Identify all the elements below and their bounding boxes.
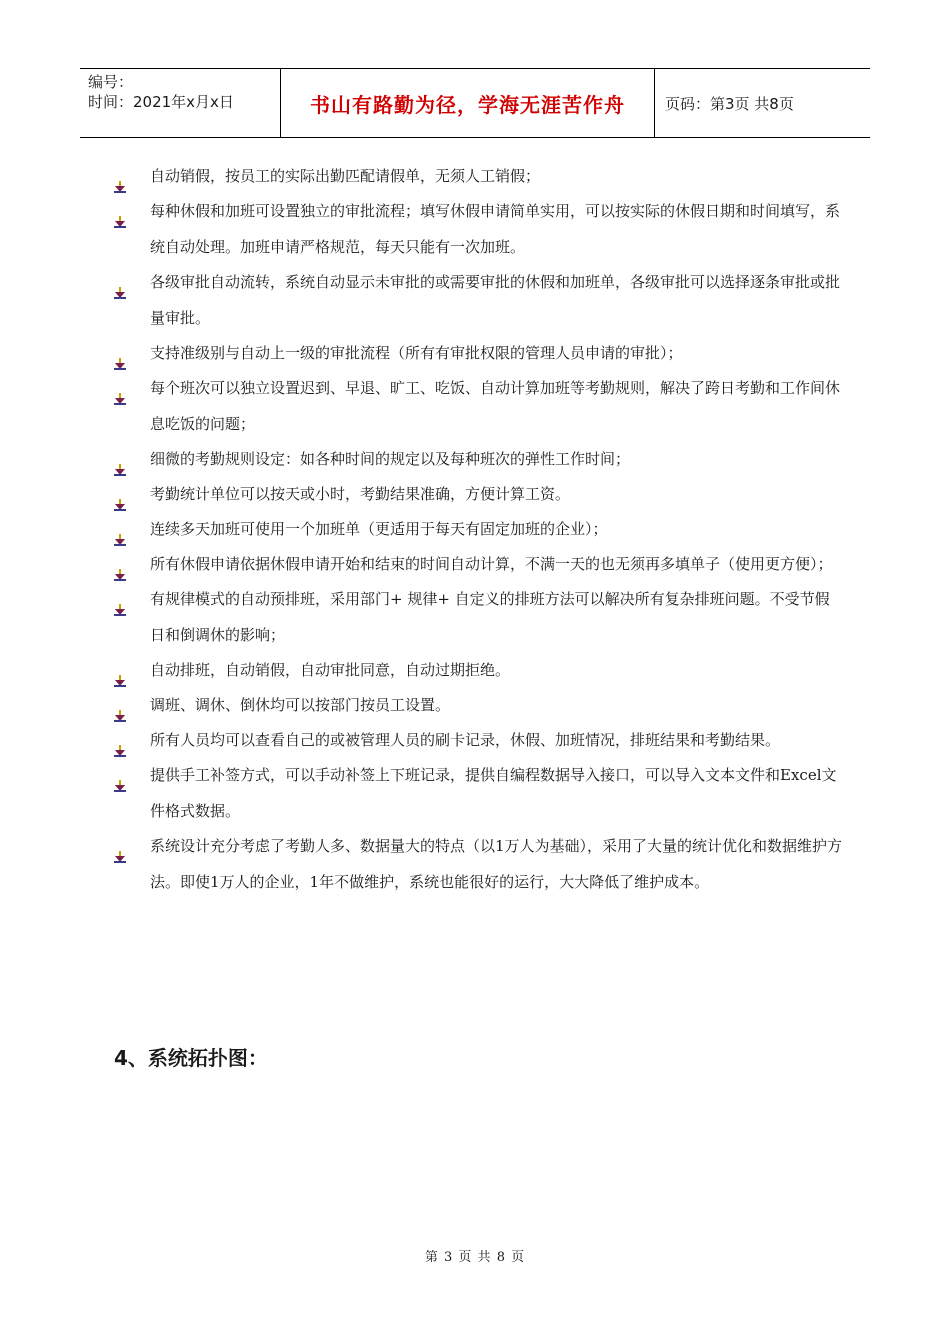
list-item-text: 系统设计充分考虑了考勤人多、数据量大的特点（以1万人为基础），采用了大量的统计优化和数据维护方法。即使1万人的企业，1年不做维护，系统也能很好的运行，大大降低了维护成本。 — [150, 837, 843, 891]
header-left-cell — [80, 69, 280, 137]
list-item — [114, 652, 844, 688]
list-item — [114, 335, 844, 371]
list-item-text: 自动销假，按员工的实际出勤匹配请假单，无须人工销假； — [150, 167, 541, 185]
page-footer: 第 3 页 共 8 页 — [424, 1250, 526, 1265]
date-label: 时间：2021年x月x日 — [88, 93, 234, 111]
list-item — [114, 828, 844, 900]
list-item — [114, 193, 844, 265]
list-item-text: 调班、调休、倒休均可以按部门按员工设置。 — [150, 696, 451, 714]
list-item-text: 考勤统计单位可以按天或小时，考勤结果准确，方便计算工资。 — [150, 485, 571, 503]
bullet-arrow-icon — [114, 734, 128, 746]
list-item-text: 自动排班，自动销假，自动审批同意，自动过期拒绝。 — [150, 661, 511, 679]
list-item — [114, 722, 844, 758]
page-header — [80, 68, 870, 138]
list-item — [114, 581, 844, 653]
bullet-arrow-icon — [114, 488, 128, 500]
bullet-arrow-icon — [114, 170, 128, 182]
list-item — [114, 264, 844, 336]
list-item-text: 每种休假和加班可设置独立的审批流程；填写休假申请简单实用，可以按实际的休假日期和时间填写，系统自动处理。加班申请严格规范，每天只能有一次加班。 — [150, 202, 841, 256]
list-item — [114, 687, 844, 723]
bullet-arrow-icon — [114, 699, 128, 711]
bullet-arrow-icon — [114, 347, 128, 359]
list-item — [114, 757, 844, 829]
serial-label: 编号： — [88, 73, 134, 91]
bullet-arrow-icon — [114, 840, 128, 852]
list-item-text: 提供手工补签方式，可以手动补签上下班记录，提供自编程数据导入接口，可以导入文本文件和Excel文件格式数据。 — [150, 766, 837, 820]
list-item-text: 有规律模式的自动预排班，采用部门+ 规律+ 自定义的排班方法可以解决所有复杂排班问题。不受节假日和倒调休的影响； — [150, 590, 830, 644]
list-item-text: 连续多天加班可使用一个加班单（更适用于每天有固定加班的企业）； — [150, 520, 608, 538]
header-page-info: 页码：第3页 共8页 — [665, 94, 794, 113]
bullet-arrow-icon — [114, 664, 128, 676]
list-item-text: 支持准级别与自动上一级的审批流程（所有有审批权限的管理人员申请的审批）； — [150, 344, 683, 362]
list-item-text: 所有休假申请依据休假申请开始和结束的时间自动计算，不满一天的也无须再多填单子（使用更方便）； — [150, 555, 833, 573]
list-item — [114, 511, 844, 547]
list-item — [114, 476, 844, 512]
bullet-arrow-icon — [114, 558, 128, 570]
section-title: 4、系统拓扑图： — [114, 1046, 268, 1070]
bullet-arrow-icon — [114, 276, 128, 288]
bullet-arrow-icon — [114, 453, 128, 465]
list-item — [114, 370, 844, 442]
list-item-text: 各级审批自动流转，系统自动显示未审批的或需要审批的休假和加班单，各级审批可以选择逐条审批或批量审批。 — [150, 273, 841, 327]
list-item-text: 所有人员均可以查看自己的或被管理人员的刷卡记录，休假、加班情况，排班结果和考勤结果。 — [150, 731, 781, 749]
feature-list — [114, 158, 844, 900]
list-item — [114, 546, 844, 582]
bullet-arrow-icon — [114, 382, 128, 394]
bullet-arrow-icon — [114, 205, 128, 217]
list-item — [114, 441, 844, 477]
list-item — [114, 158, 844, 194]
bullet-arrow-icon — [114, 769, 128, 781]
bullet-arrow-icon — [114, 593, 128, 605]
header-motto: 书山有路勤为径，学海无涯苦作舟 — [280, 69, 655, 137]
bullet-arrow-icon — [114, 523, 128, 535]
list-item-text: 每个班次可以独立设置迟到、早退、旷工、吃饭、自动计算加班等考勤规则，解决了跨日考勤和工作间休息吃饭的问题； — [150, 379, 841, 433]
list-item-text: 细微的考勤规则设定：如各种时间的规定以及每种班次的弹性工作时间； — [150, 450, 631, 468]
